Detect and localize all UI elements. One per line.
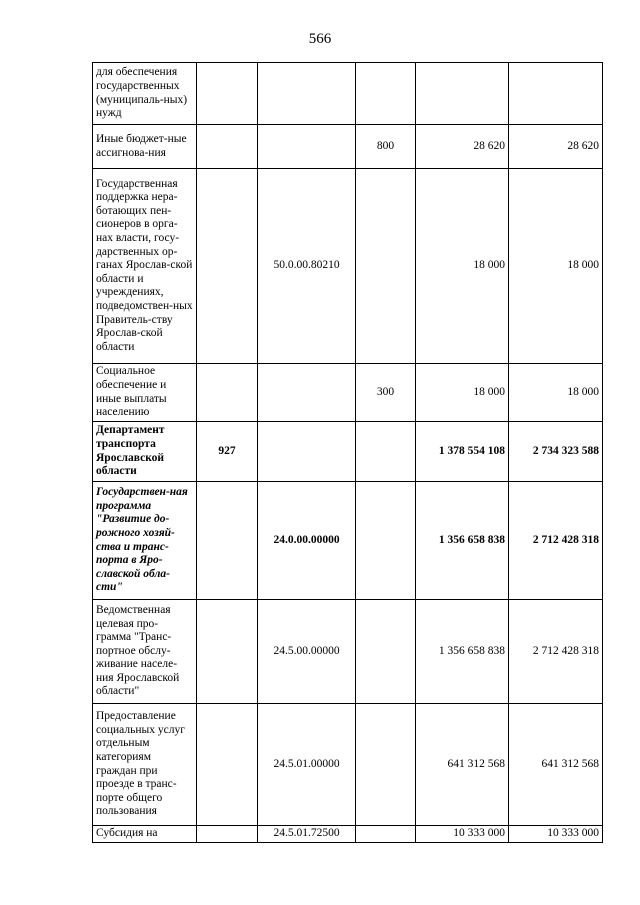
expense-type-cell (356, 63, 416, 125)
ministry-cell (197, 364, 258, 422)
row-name-cell: Субсидия на (93, 826, 197, 843)
table-row (93, 600, 603, 704)
target-code-cell: 24.5.00.00000 (258, 600, 356, 704)
target-code-cell (258, 125, 356, 169)
ministry-cell (197, 600, 258, 704)
table-row (93, 826, 603, 843)
table-row (93, 125, 603, 169)
ministry-cell (197, 169, 258, 364)
expense-type-cell: 800 (356, 125, 416, 169)
amount-1-cell: 641 312 568 (416, 704, 509, 826)
amount-2-cell: 641 312 568 (509, 704, 603, 826)
row-name-cell: для обеспечения государственных (муниципаль-ных) нужд (93, 63, 197, 125)
amount-2-cell: 2 734 323 588 (509, 422, 603, 482)
budget-table (92, 62, 603, 843)
row-name-cell: Иные бюджет-ные ассигнова-ния (93, 125, 197, 169)
ministry-cell (197, 482, 258, 600)
expense-type-cell (356, 169, 416, 364)
target-code-cell: 50.0.00.80210 (258, 169, 356, 364)
table-row (93, 482, 603, 600)
table-row (93, 704, 603, 826)
amount-2-cell: 18 000 (509, 169, 603, 364)
expense-type-cell (356, 600, 416, 704)
row-name-cell: Государственная поддержка нера-ботающих пен-сионеров в орга-нах власти, госу-дарственных ор-ганах Ярослав-ской области и учреждениях, подведомствен-ных Правитель-ству Ярослав-ской области (93, 169, 197, 364)
table-row (93, 169, 603, 364)
expense-type-cell (356, 422, 416, 482)
amount-1-cell: 1 378 554 108 (416, 422, 509, 482)
amount-2-cell: 18 000 (509, 364, 603, 422)
target-code-cell: 24.0.00.00000 (258, 482, 356, 600)
amount-1-cell: 1 356 658 838 (416, 482, 509, 600)
amount-2-cell: 2 712 428 318 (509, 600, 603, 704)
amount-2-cell (509, 63, 603, 125)
amount-1-cell: 10 333 000 (416, 826, 509, 843)
amount-1-cell: 1 356 658 838 (416, 600, 509, 704)
expense-type-cell (356, 704, 416, 826)
amount-1-cell: 18 000 (416, 169, 509, 364)
table-body (93, 63, 603, 843)
ministry-cell (197, 63, 258, 125)
ministry-cell: 927 (197, 422, 258, 482)
amount-1-cell: 18 000 (416, 364, 509, 422)
amount-2-cell: 2 712 428 318 (509, 482, 603, 600)
row-name-cell: Предоставление социальных услуг отдельным категориям граждан при проезде в транс-порте общего пользования (93, 704, 197, 826)
expense-type-cell (356, 482, 416, 600)
table-row (93, 422, 603, 482)
ministry-cell (197, 125, 258, 169)
page-number: 566 (308, 31, 332, 47)
expense-type-cell (356, 826, 416, 843)
table-row (93, 63, 603, 125)
expense-type-cell: 300 (356, 364, 416, 422)
amount-2-cell: 28 620 (509, 125, 603, 169)
row-name-cell: Социальное обеспечение и иные выплаты населению (93, 364, 197, 422)
target-code-cell (258, 422, 356, 482)
ministry-cell (197, 826, 258, 843)
target-code-cell (258, 63, 356, 125)
target-code-cell (258, 364, 356, 422)
target-code-cell: 24.5.01.72500 (258, 826, 356, 843)
amount-1-cell: 28 620 (416, 125, 509, 169)
row-name-cell: Ведомственная целевая про-грамма "Транс-портное обслу-живание населе-ния Ярославской области" (93, 600, 197, 704)
amount-1-cell (416, 63, 509, 125)
table-row (93, 364, 603, 422)
amount-2-cell: 10 333 000 (509, 826, 603, 843)
target-code-cell: 24.5.01.00000 (258, 704, 356, 826)
ministry-cell (197, 704, 258, 826)
row-name-cell: Департамент транспорта Ярославской области (93, 422, 197, 482)
row-name-cell: Государствен-ная программа "Развитие до-рожного хозяй-ства и транс-порта в Яро-славской обла-сти" (93, 482, 197, 600)
